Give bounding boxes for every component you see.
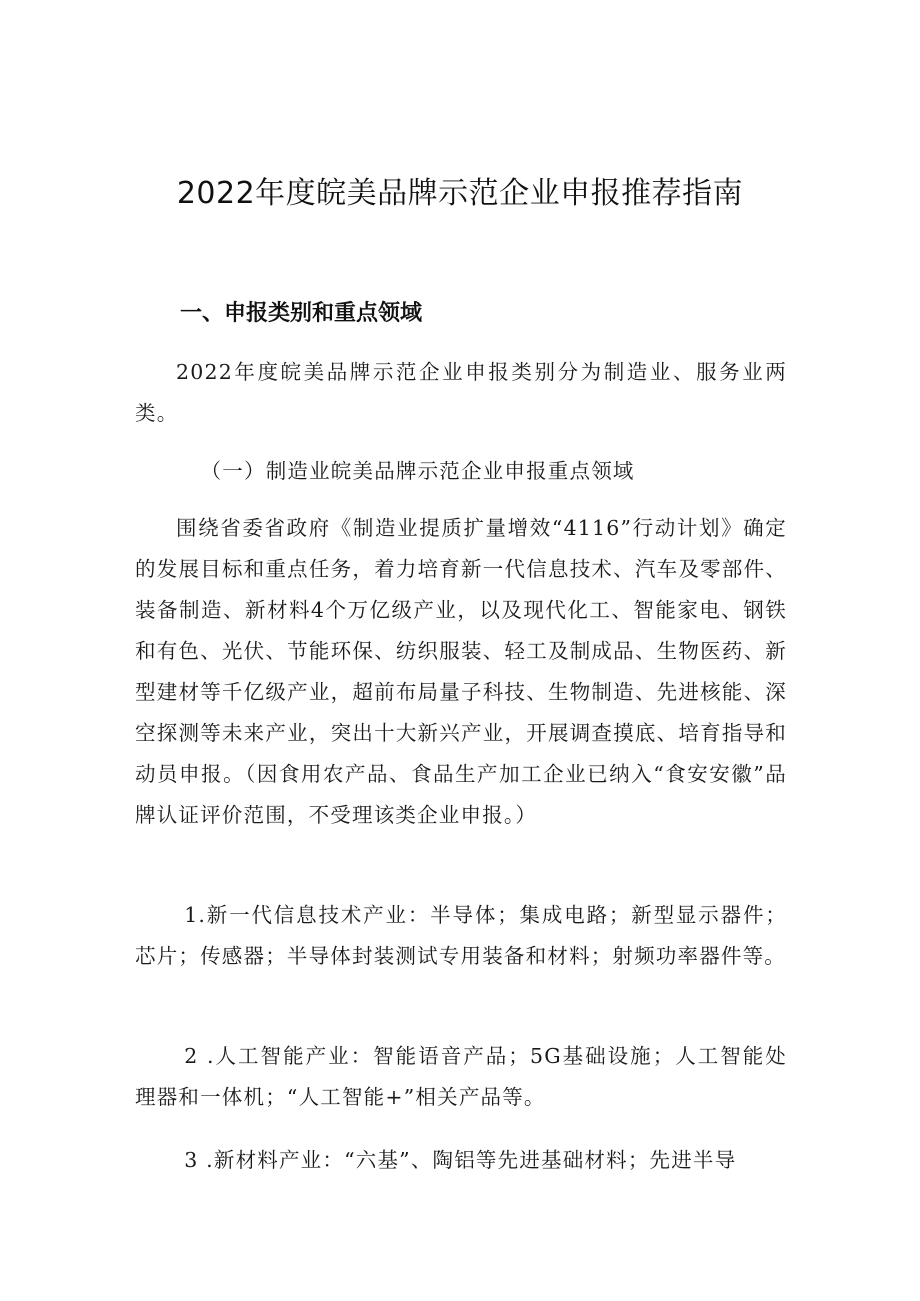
intro-paragraph: 2022年度皖美品牌示范企业申报类别分为制造业、服务业两类。: [135, 360, 787, 425]
body-paragraph: 围绕省委省政府《制造业提质扩量增效“4116”行动计划》确定的发展目标和重点任务，着力培育新一代信息技术、汽车及零部件、装备制造、新材料4个万亿级产业，以及现代化工、智能家电、钢铁和有色、光伏、节能环保、纺织服装、轻工及制成品、生物医药、新型建材等千亿级产业，超前布局量子科技、生物制造、先进核能、深空探测等未来产业，突出十大新兴产业，开展调查摸底、培育指导和动员申报。（因食用农产品、食品生产加工企业已纳入“食安安徽”品牌认证评价范围，不受理该类企业申报。）: [135, 516, 787, 827]
list-item-2: 2 .人工智能产业：智能语音产品；5G基础设施；人工智能处理器和一体机；“人工智能+”相关产品等。: [135, 1044, 787, 1109]
subheading-manufacturing: （一）制造业皖美品牌示范企业申报重点领域: [200, 459, 635, 483]
document-title: 2022年度皖美品牌示范企业申报推荐指南: [176, 176, 744, 211]
list-item-3: 3 .新材料产业：“六基”、陶铝等先进基础材料；先进半导: [184, 1148, 737, 1172]
list-item-1: 1.新一代信息技术产业：半导体；集成电路；新型显示器件；芯片；传感器；半导体封装测试专用装备和材料；射频功率器件等。: [135, 903, 787, 968]
section-heading: 一、申报类别和重点领域: [180, 301, 423, 326]
